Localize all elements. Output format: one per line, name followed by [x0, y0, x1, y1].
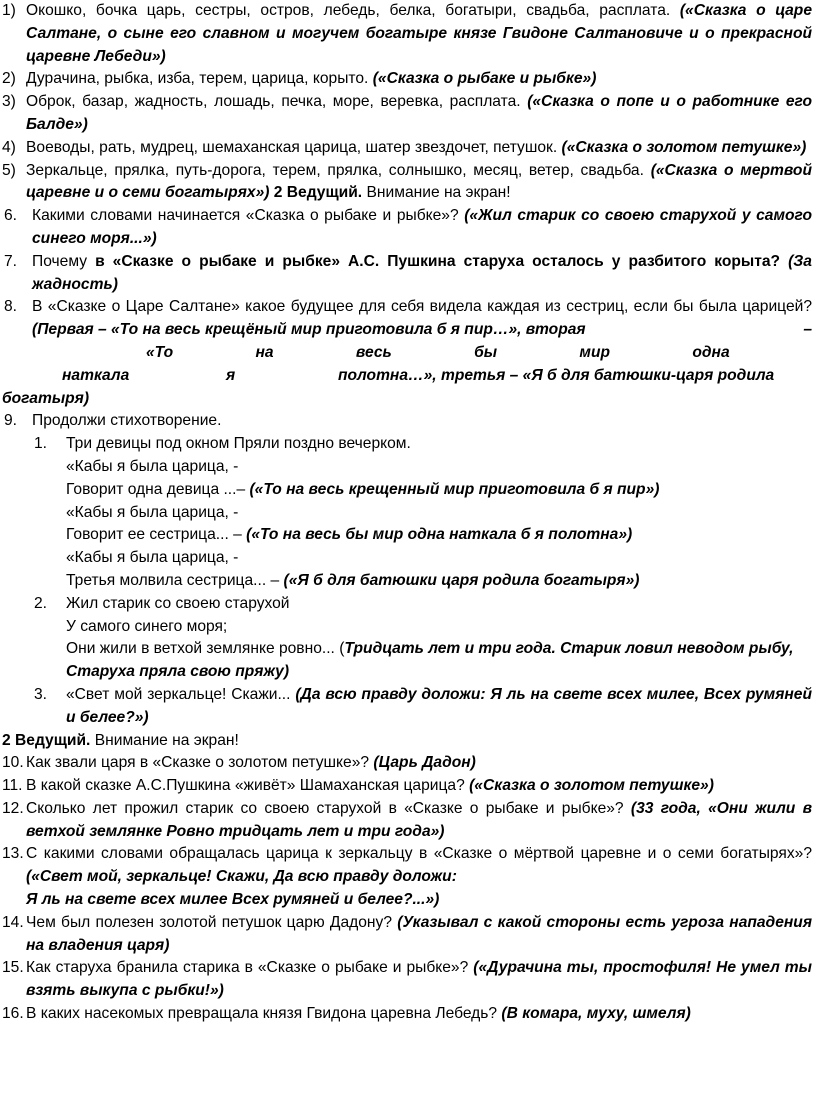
- item-answer-line-2: Я ль на свете всех милее Всех румяней и белее?...»): [26, 891, 440, 909]
- item-number: 1.: [34, 435, 48, 453]
- poem-1: [2, 433, 812, 593]
- item-question: Окошко, бочка царь, сестры, остров, лебедь, белка, богатыри, свадьба, расплата.: [26, 2, 671, 19]
- item-question: Оброк, базар, жадность, лошадь, печка, море, веревка, расплата.: [26, 93, 521, 111]
- poem-text: Они жили в ветхой землянке ровно... (: [66, 640, 345, 658]
- poem-answer: (Да всю правду доложи: Я ль на свете всех милее, Всех румяней и белее?»): [66, 685, 812, 726]
- question-10: [2, 752, 812, 775]
- item-question: Сколько лет прожил старик со своею старухой в «Сказке о рыбаке и рыбке»?: [26, 799, 624, 817]
- item-answer: («Дурачина ты, простофиля! Не умел ты взять выкупа с рыбки!»): [26, 959, 812, 1000]
- question-9: [2, 410, 812, 433]
- item-answer: (Царь Дадон): [373, 754, 476, 772]
- list-item-1: [2, 0, 812, 68]
- question-11: [2, 775, 812, 798]
- question-13: [2, 843, 812, 911]
- item-number: 2.: [34, 594, 48, 612]
- question-8: [2, 296, 812, 410]
- item-question: В какой сказке А.С.Пушкина «живёт» Шамаханская царица?: [26, 777, 465, 795]
- item-number: 4): [2, 138, 16, 156]
- item-number: 16.: [2, 1005, 24, 1023]
- item-number: 8.: [4, 298, 18, 316]
- poem-answer: («Я б для батюшки царя родила богатыря»): [283, 571, 640, 589]
- item-answer: (Первая – «То на весь крещёный мир приготовила б я пир…», вторая: [32, 321, 586, 339]
- item-answer: («Сказка о золотом петушке»): [469, 777, 714, 795]
- host-label: 2 Ведущий.: [273, 184, 363, 202]
- item-number: 13.: [2, 845, 24, 863]
- poem-line: «Кабы я была царица, -: [66, 503, 239, 521]
- poem-line: У самого синего моря;: [66, 617, 228, 635]
- poem-answer: («То на весь крещенный мир приготовила б я пир»): [249, 480, 660, 498]
- list-item-3: [2, 91, 812, 137]
- item-answer: (Указывал с какой стороны есть угроза нападения на владения царя): [26, 913, 812, 954]
- item-answer: («Свет мой, зеркальце! Скажи, Да всю правду доложи:: [26, 868, 457, 886]
- item-question: Почему: [32, 252, 88, 270]
- item-number: 6.: [4, 207, 18, 225]
- answer-spread-line: [32, 342, 812, 365]
- item-number: 12.: [2, 799, 24, 817]
- item-number: 9.: [4, 412, 18, 430]
- question-12: [2, 798, 812, 844]
- poem-answer: («То на весь бы мир одна наткала б я полотна»): [246, 526, 633, 544]
- item-answer: (33 года, «Они жили в ветхой землянке Ровно тридцать лет и три года»): [26, 799, 812, 840]
- item-answer: («Сказка о царе Салтане, о сыне его славном и могучем богатыре князе Гвидоне Салтановиче и о прекрасной царевне Лебеди»): [26, 2, 812, 65]
- item-question-bold: в «Сказке о рыбаке и рыбке» А.С. Пушкина старуха осталось у разбитого корыта?: [95, 252, 781, 270]
- item-number: 10.: [2, 754, 24, 772]
- item-number: 15.: [2, 959, 24, 977]
- item-number: 11.: [2, 777, 23, 795]
- item-answer-end: богатыря): [2, 389, 90, 407]
- item-answer: (В комара, муху, шмеля): [501, 1005, 691, 1023]
- answer-word: «То: [146, 343, 174, 361]
- item-number: 1): [2, 2, 16, 19]
- question-15: [2, 957, 812, 1003]
- poem-line: [66, 524, 812, 547]
- poem-text: Говорит одна девица ...–: [66, 480, 246, 498]
- item-answer: («Сказка о золотом петушке»): [561, 138, 807, 156]
- poem-line: Три девицы под окном Пряли поздно вечерком.: [66, 435, 411, 453]
- answer-word: я: [226, 366, 236, 384]
- answer-spread-line-2: [62, 365, 812, 388]
- item-question: Чем был полезен золотой петушок царю Дадону?: [26, 913, 392, 931]
- list-item-4: [2, 137, 812, 160]
- answer-word: наткала: [62, 366, 130, 384]
- item-title: Продолжи стихотворение.: [32, 412, 222, 430]
- item-answer: («Сказка о попе и о работнике его Балде»): [26, 93, 812, 133]
- item-number: 3): [2, 93, 16, 111]
- question-16: [2, 1003, 812, 1026]
- host-line: [2, 730, 812, 753]
- poem-line: Жил старик со своею старухой: [66, 594, 290, 612]
- poem-2: [2, 593, 812, 684]
- poem-text: Говорит ее сестрица... –: [66, 526, 242, 544]
- host-text: Внимание на экран!: [94, 731, 239, 749]
- poem-line: «Кабы я была царица, -: [66, 549, 239, 567]
- item-number: 5): [2, 161, 16, 179]
- poem-3: [2, 684, 812, 730]
- answer-word: полотна…», третья – «Я б для батюшки-царя родила: [338, 366, 775, 384]
- item-question: Какими словами начинается «Сказка о рыбаке и рыбке»?: [32, 207, 459, 225]
- item-question: Зеркальце, прялка, путь-дорога, терем, прялка, солнышко, месяц, ветер, свадьба.: [26, 161, 644, 179]
- host-text: Внимание на экран!: [366, 184, 511, 202]
- list-item-5: [2, 160, 812, 206]
- answer-word: на: [255, 343, 274, 361]
- poem-line: [66, 479, 812, 502]
- item-question: Как звали царя в «Сказке о золотом петушке»?: [26, 754, 370, 772]
- answer-word: мир: [579, 343, 611, 361]
- question-7: [2, 251, 812, 297]
- poem-line: «Кабы я была царица, -: [66, 457, 239, 475]
- item-number: 2): [2, 70, 16, 88]
- item-answer-dash: –: [803, 321, 812, 339]
- answer-word: бы: [474, 343, 498, 361]
- item-answer: («Сказка о мертвой царевне и о семи богатырях»): [26, 161, 812, 202]
- question-14: [2, 912, 812, 958]
- host-label: 2 Ведущий.: [2, 731, 91, 749]
- question-6: [2, 205, 812, 251]
- item-answer: («Сказка о рыбаке и рыбке»): [372, 70, 597, 88]
- item-question: В каких насекомых превращала князя Гвидона царевна Лебедь?: [26, 1005, 498, 1023]
- poem-line: [66, 570, 812, 593]
- poem-text: Третья молвила сестрица... –: [66, 571, 280, 589]
- answer-word: одна: [692, 343, 730, 361]
- poem-line: [66, 638, 812, 684]
- item-question: Как старуха бранила старика в «Сказке о рыбаке и рыбке»?: [26, 959, 469, 977]
- item-question: С какими словами обращалась царица к зеркальцу в «Сказке о мёртвой царевне и о семи богатырях»?: [26, 845, 812, 863]
- answer-word: весь: [355, 343, 392, 361]
- item-question: Воеводы, рать, мудрец, шемаханская царица, шатер звездочет, петушок.: [26, 138, 558, 156]
- item-question: Дурачина, рыбка, изба, терем, царица, корыто.: [26, 70, 369, 88]
- poem-text: «Свет мой зеркальце! Скажи...: [66, 685, 291, 703]
- item-question: В «Сказке о Царе Салтане» какое будущее для себя видела каждая из сестриц, если бы была царицей?: [32, 298, 812, 316]
- item-number: 3.: [34, 685, 48, 703]
- item-answer: («Жил старик со своею старухой у самого синего моря...»): [32, 207, 812, 247]
- item-number: 14.: [2, 913, 24, 931]
- poem-answer: Тридцать лет и три года. Старик ловил неводом рыбу, Старуха пряла свою пряжу): [66, 640, 794, 681]
- list-item-2: [2, 68, 812, 91]
- item-number: 7.: [4, 252, 18, 270]
- item-answer: (За жадность): [32, 252, 812, 293]
